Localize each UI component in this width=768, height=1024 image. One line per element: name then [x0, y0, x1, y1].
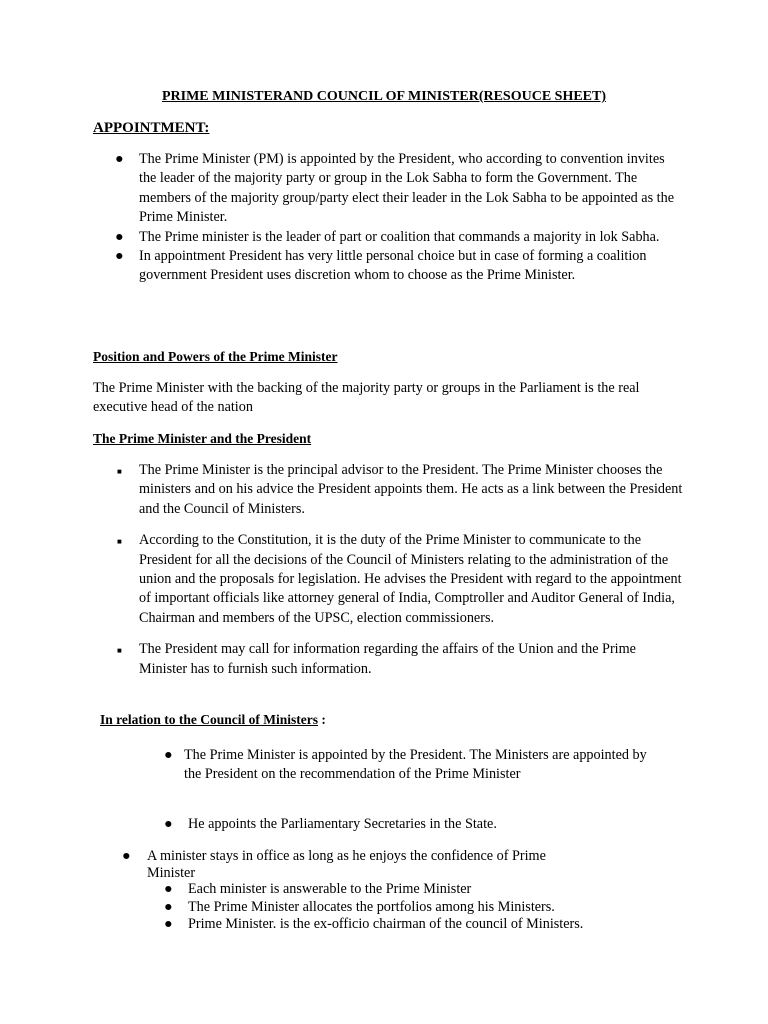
- list-item: [93, 531, 683, 628]
- list-item: [140, 746, 660, 785]
- council-heading-text: In relation to the Council of Ministers: [100, 712, 318, 727]
- list-item-text: The Prime Minister allocates the portfolios among his Ministers.: [188, 898, 555, 915]
- council-list-a: [140, 746, 660, 785]
- bullet-icon: ●: [164, 898, 173, 915]
- list-item: [140, 899, 660, 917]
- list-item-text: Prime Minister. is the ex-officio chairman of the council of Ministers.: [188, 916, 584, 932]
- square-bullet-icon: ■: [117, 646, 122, 656]
- bullet-icon: ●: [115, 228, 124, 245]
- bullet-icon: ●: [164, 816, 173, 832]
- list-item: [100, 848, 580, 882]
- list-item-text: A minister stays in office as long as he enjoys the confidence of Prime Minister: [147, 848, 546, 881]
- appointment-heading: APPOINTMENT:: [93, 120, 210, 136]
- square-bullet-icon: ■: [117, 467, 122, 476]
- document-title: PRIME MINISTERAND COUNCIL OF MINISTER(RESOUCE SHEET): [161, 89, 607, 104]
- council-list-d: [140, 881, 660, 934]
- square-bullet-icon: ■: [117, 537, 122, 547]
- bullet-icon: ●: [164, 747, 173, 763]
- council-heading: [100, 710, 326, 729]
- bullet-icon: ●: [164, 916, 173, 932]
- list-item-text: In appointment President has very little personal choice but in case of forming a coalition government President uses discretion whom to choose as the Prime Minister.: [139, 248, 647, 284]
- list-item-text: The President may call for information regarding the affairs of the Union and the Prime Minister has to furnish such information.: [139, 641, 636, 677]
- list-item: [140, 815, 660, 834]
- position-paragraph: The Prime Minister with the backing of the majority party or groups in the Parliament is the real executive head of the nation: [93, 380, 640, 416]
- list-item: [140, 881, 660, 899]
- council-list-b: [140, 815, 660, 834]
- list-item-text: He appoints the Parliamentary Secretaries in the State.: [188, 816, 497, 832]
- position-heading: Position and Powers of the Prime Minister: [93, 349, 338, 364]
- list-item-text: The Prime minister is the leader of part or coalition that commands a majority in lok Sabha.: [139, 228, 660, 245]
- list-item-text: According to the Constitution, it is the duty of the Prime Minister to communicate to the President for all the decisions of the Council of Ministers relating to the administration of the union and the proposals for legislation. He advises the President with regard to the appointment of important officials like attorney general of India, Comptroller and Auditor General of India, Chairman and members of the UPSC, election commissioners.: [139, 532, 682, 626]
- list-item: [93, 228, 683, 247]
- list-item-text: The Prime Minister (PM) is appointed by the President, who according to convention invites the leader of the majority party or group in the Lok Sabha to form the Government. The members of the majority group/party elect their leader in the Lok Sabha to be appointed as the Prime Minister.: [139, 151, 675, 226]
- bullet-icon: ●: [115, 248, 124, 265]
- council-list-c: [100, 848, 580, 882]
- list-item: [93, 150, 683, 228]
- list-item-text: The Prime Minister is appointed by the President. The Ministers are appointed by the President on the recommendation of the Prime Minister: [184, 747, 647, 783]
- bullet-icon: ●: [164, 881, 173, 897]
- president-list: [93, 461, 683, 691]
- list-item: [93, 247, 683, 286]
- bullet-icon: ●: [115, 151, 124, 167]
- bullet-icon: ●: [122, 848, 131, 864]
- list-item-text: Each minister is answerable to the Prime Minister: [188, 881, 472, 897]
- president-heading: The Prime Minister and the President: [93, 431, 312, 446]
- list-item-text: The Prime Minister is the principal advisor to the President. The Prime Minister chooses the ministers and on his advice the President appoints them. He acts as a link between the President and the Council of Ministers.: [139, 462, 683, 517]
- list-item: [93, 461, 683, 519]
- list-item: [140, 916, 660, 934]
- appointment-list: [93, 150, 683, 286]
- list-item: [93, 640, 683, 679]
- council-heading-suffix: :: [318, 712, 326, 727]
